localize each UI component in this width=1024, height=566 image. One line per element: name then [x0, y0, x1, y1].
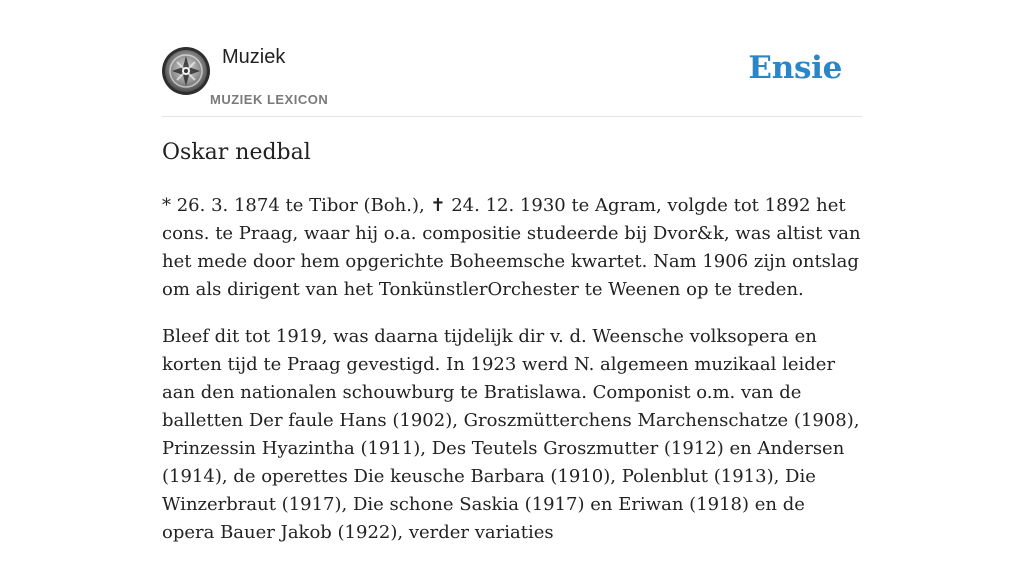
article-paragraph: Bleef dit tot 1919, was daarna tijdelijk dir v. d. Weensche volksopera en korten tijd te Praag gevestigd. In 1923 werd N. algemeen muzikaal leider aan den nationalen schouwburg te Bratislawa. Componist o.m. van de balletten Der faule Hans (1902), Groszmütterchens Marchenschatze (1908), Prinzessin Hyazintha (1911), Des Teutels Groszmutter (1912) en Andersen (1914), de operettes Die keusche Barbara (1910), Polenblut (1913), Die Winzerbraut (1917), Die schone Saskia (1917) en Eriwan (1918) en de opera Bauer Jakob (1922), verder variaties [162, 326, 860, 543]
source-subtitle[interactable]: MUZIEK LEXICON [210, 92, 329, 107]
header [162, 42, 862, 117]
article-paragraph: * 26. 3. 1874 te Tibor (Boh.), ✝ 24. 12. 1930 te Agram, volgde tot 1892 het cons. te Praag, waar hij o.a. compositie studeerde bij Dvor&k, was altist van het mede door hem opgerichte Boheemsche kwartet. Nam 1906 zijn ontslag om als dirigent van het TonkünstlerOrchester te Weenen op te treden. [162, 195, 861, 300]
source-name[interactable]: Muziek [222, 46, 286, 68]
brand-logo[interactable]: Ensie [748, 50, 842, 86]
source-avatar[interactable] [162, 47, 210, 95]
article-title: Oskar nedbal [162, 140, 311, 165]
muziek-emblem-icon [162, 47, 210, 95]
article-content [162, 192, 862, 566]
